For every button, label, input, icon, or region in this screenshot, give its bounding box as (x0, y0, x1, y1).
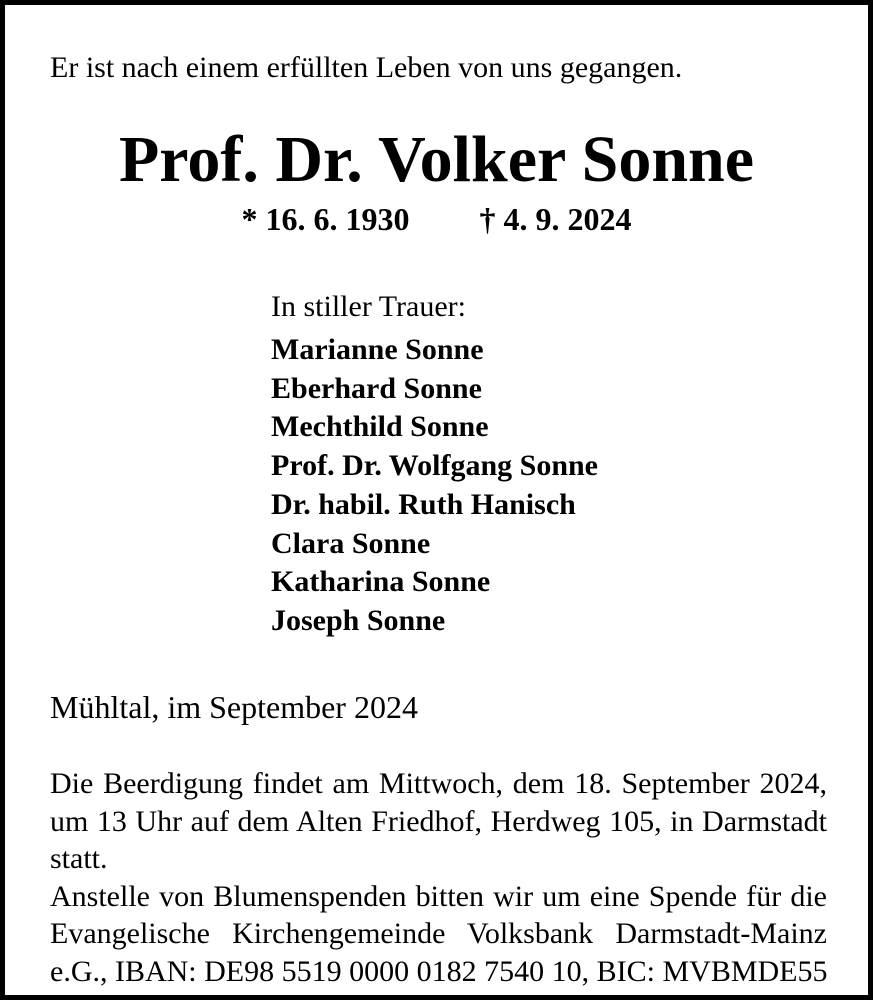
deceased-name: Prof. Dr. Volker Sonne (118, 123, 755, 196)
life-dates (5, 201, 868, 237)
mourner-name: Mechthild Sonne (271, 410, 489, 444)
donation-info-line: Anstelle von Blumenspenden bitten wir um eine Spende für die (50, 879, 827, 913)
birth-date: * 16. 6. 1930 (241, 201, 410, 237)
mourner-name: Eberhard Sonne (271, 371, 482, 405)
mourner-name: Joseph Sonne (271, 603, 446, 637)
mourner-name: Katharina Sonne (271, 565, 491, 599)
mourning-label: In stiller Trauer: (271, 290, 466, 323)
mourners-list (271, 331, 598, 641)
death-date: † 4. 9. 2024 (479, 201, 632, 237)
funeral-info-line: statt. (50, 842, 108, 875)
donation-info-line: Evangelische Kirchengemeinde Volksbank Darmstadt-Mainz (50, 917, 827, 950)
mourner-name: Marianne Sonne (271, 333, 484, 366)
mourner-name: Clara Sonne (271, 526, 431, 560)
obituary-card (5, 5, 868, 995)
intro-line: Er ist nach einem erfüllten Leben von uns gegangen. (50, 51, 683, 84)
funeral-info-line: um 13 Uhr auf dem Alten Friedhof, Herdweg 105, in Darmstadt (50, 804, 827, 838)
mourner-name: Prof. Dr. Wolfgang Sonne (271, 449, 598, 483)
funeral-and-donation-info (50, 765, 827, 990)
mourner-name: Dr. habil. Ruth Hanisch (271, 487, 576, 521)
place-date-line: Mühltal, im September 2024 (50, 689, 418, 725)
donation-info-line: e.G., IBAN: DE98 5519 0000 0182 7540 10, BIC: MVBMDE55 (50, 954, 828, 988)
funeral-info-line: Die Beerdigung findet am Mittwoch, dem 18. September 2024, (50, 767, 827, 800)
